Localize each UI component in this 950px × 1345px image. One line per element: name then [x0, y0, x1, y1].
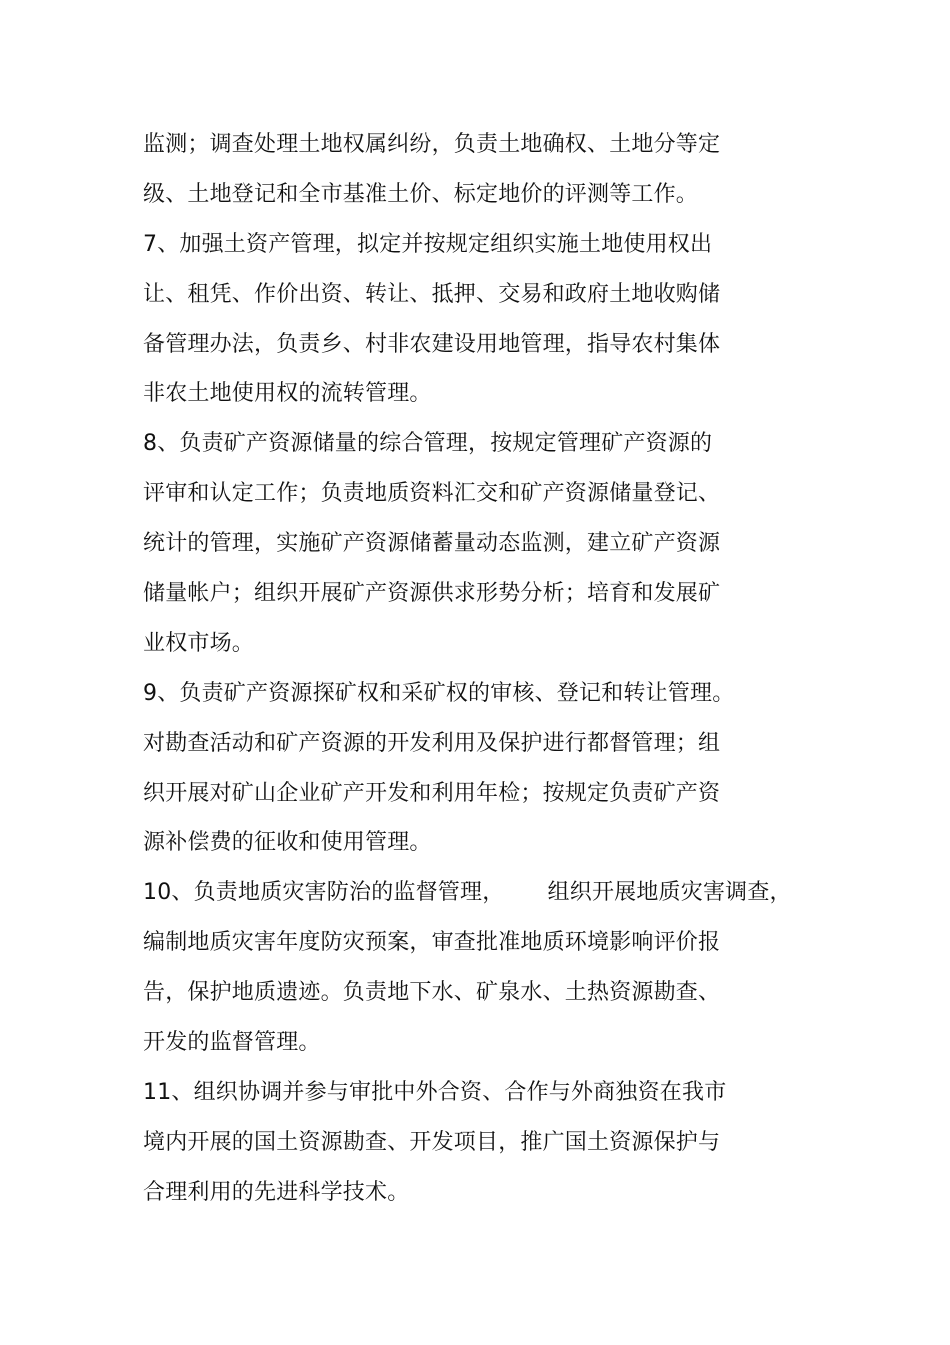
text-line: 9、负责矿产资源探矿权和采矿权的审核、登记和转让管理。 [143, 680, 735, 706]
text-line: 开发的监督管理。 [143, 1030, 321, 1056]
text-line: 7、加强土资产管理，拟定并按规定组织实施土地使用权出 [143, 231, 713, 257]
text-line: 业权市场。 [143, 630, 255, 656]
text-line: 告，保护地质遗迹。负责地下水、矿泉水、土热资源勘查、 [143, 980, 721, 1006]
text-line: 源补偿费的征收和使用管理。 [143, 830, 432, 856]
text-line: 8、负责矿产资源储量的综合管理，按规定管理矿产资源的 [143, 431, 713, 457]
text-line: 合理利用的先进科学技术。 [143, 1179, 410, 1205]
text-line: 级、土地登记和全市基准土价、标定地价的评测等工作。 [143, 181, 699, 207]
text-line: 备管理办法，负责乡、村非农建设用地管理，指导农村集体 [143, 331, 721, 357]
document-body [143, 120, 823, 1218]
text-line: 让、租凭、作价出资、转让、抵押、交易和政府土地收购储 [143, 281, 721, 307]
text-line: 非农土地使用权的流转管理。 [143, 381, 432, 407]
text-line: 对勘查活动和矿产资源的开发利用及保护进行都督管理；组 [143, 730, 721, 756]
text-line: 编制地质灾害年度防灾预案，审查批准地质环境影响评价报 [143, 930, 721, 956]
text-line: 织开展对矿山企业矿产开发和利用年检；按规定负责矿产资 [143, 780, 721, 806]
text-line: 境内开展的国土资源勘查、开发项目，推广国土资源保护与 [143, 1129, 721, 1155]
text-line: 11、组织协调并参与审批中外合资、合作与外商独资在我市 [143, 1079, 727, 1105]
text-line: 监测；调查处理土地权属纠纷，负责土地确权、土地分等定 [143, 132, 721, 157]
text-line: 10、负责地质灾害防治的监督管理， 组织开展地质灾害调查， [143, 880, 792, 906]
text-line: 统计的管理，实施矿产资源储蓄量动态监测，建立矿产资源 [143, 531, 721, 557]
text-line: 评审和认定工作；负责地质资料汇交和矿产资源储量登记、 [143, 481, 721, 507]
text-line: 储量帐户；组织开展矿产资源供求形势分析；培育和发展矿 [143, 581, 721, 607]
